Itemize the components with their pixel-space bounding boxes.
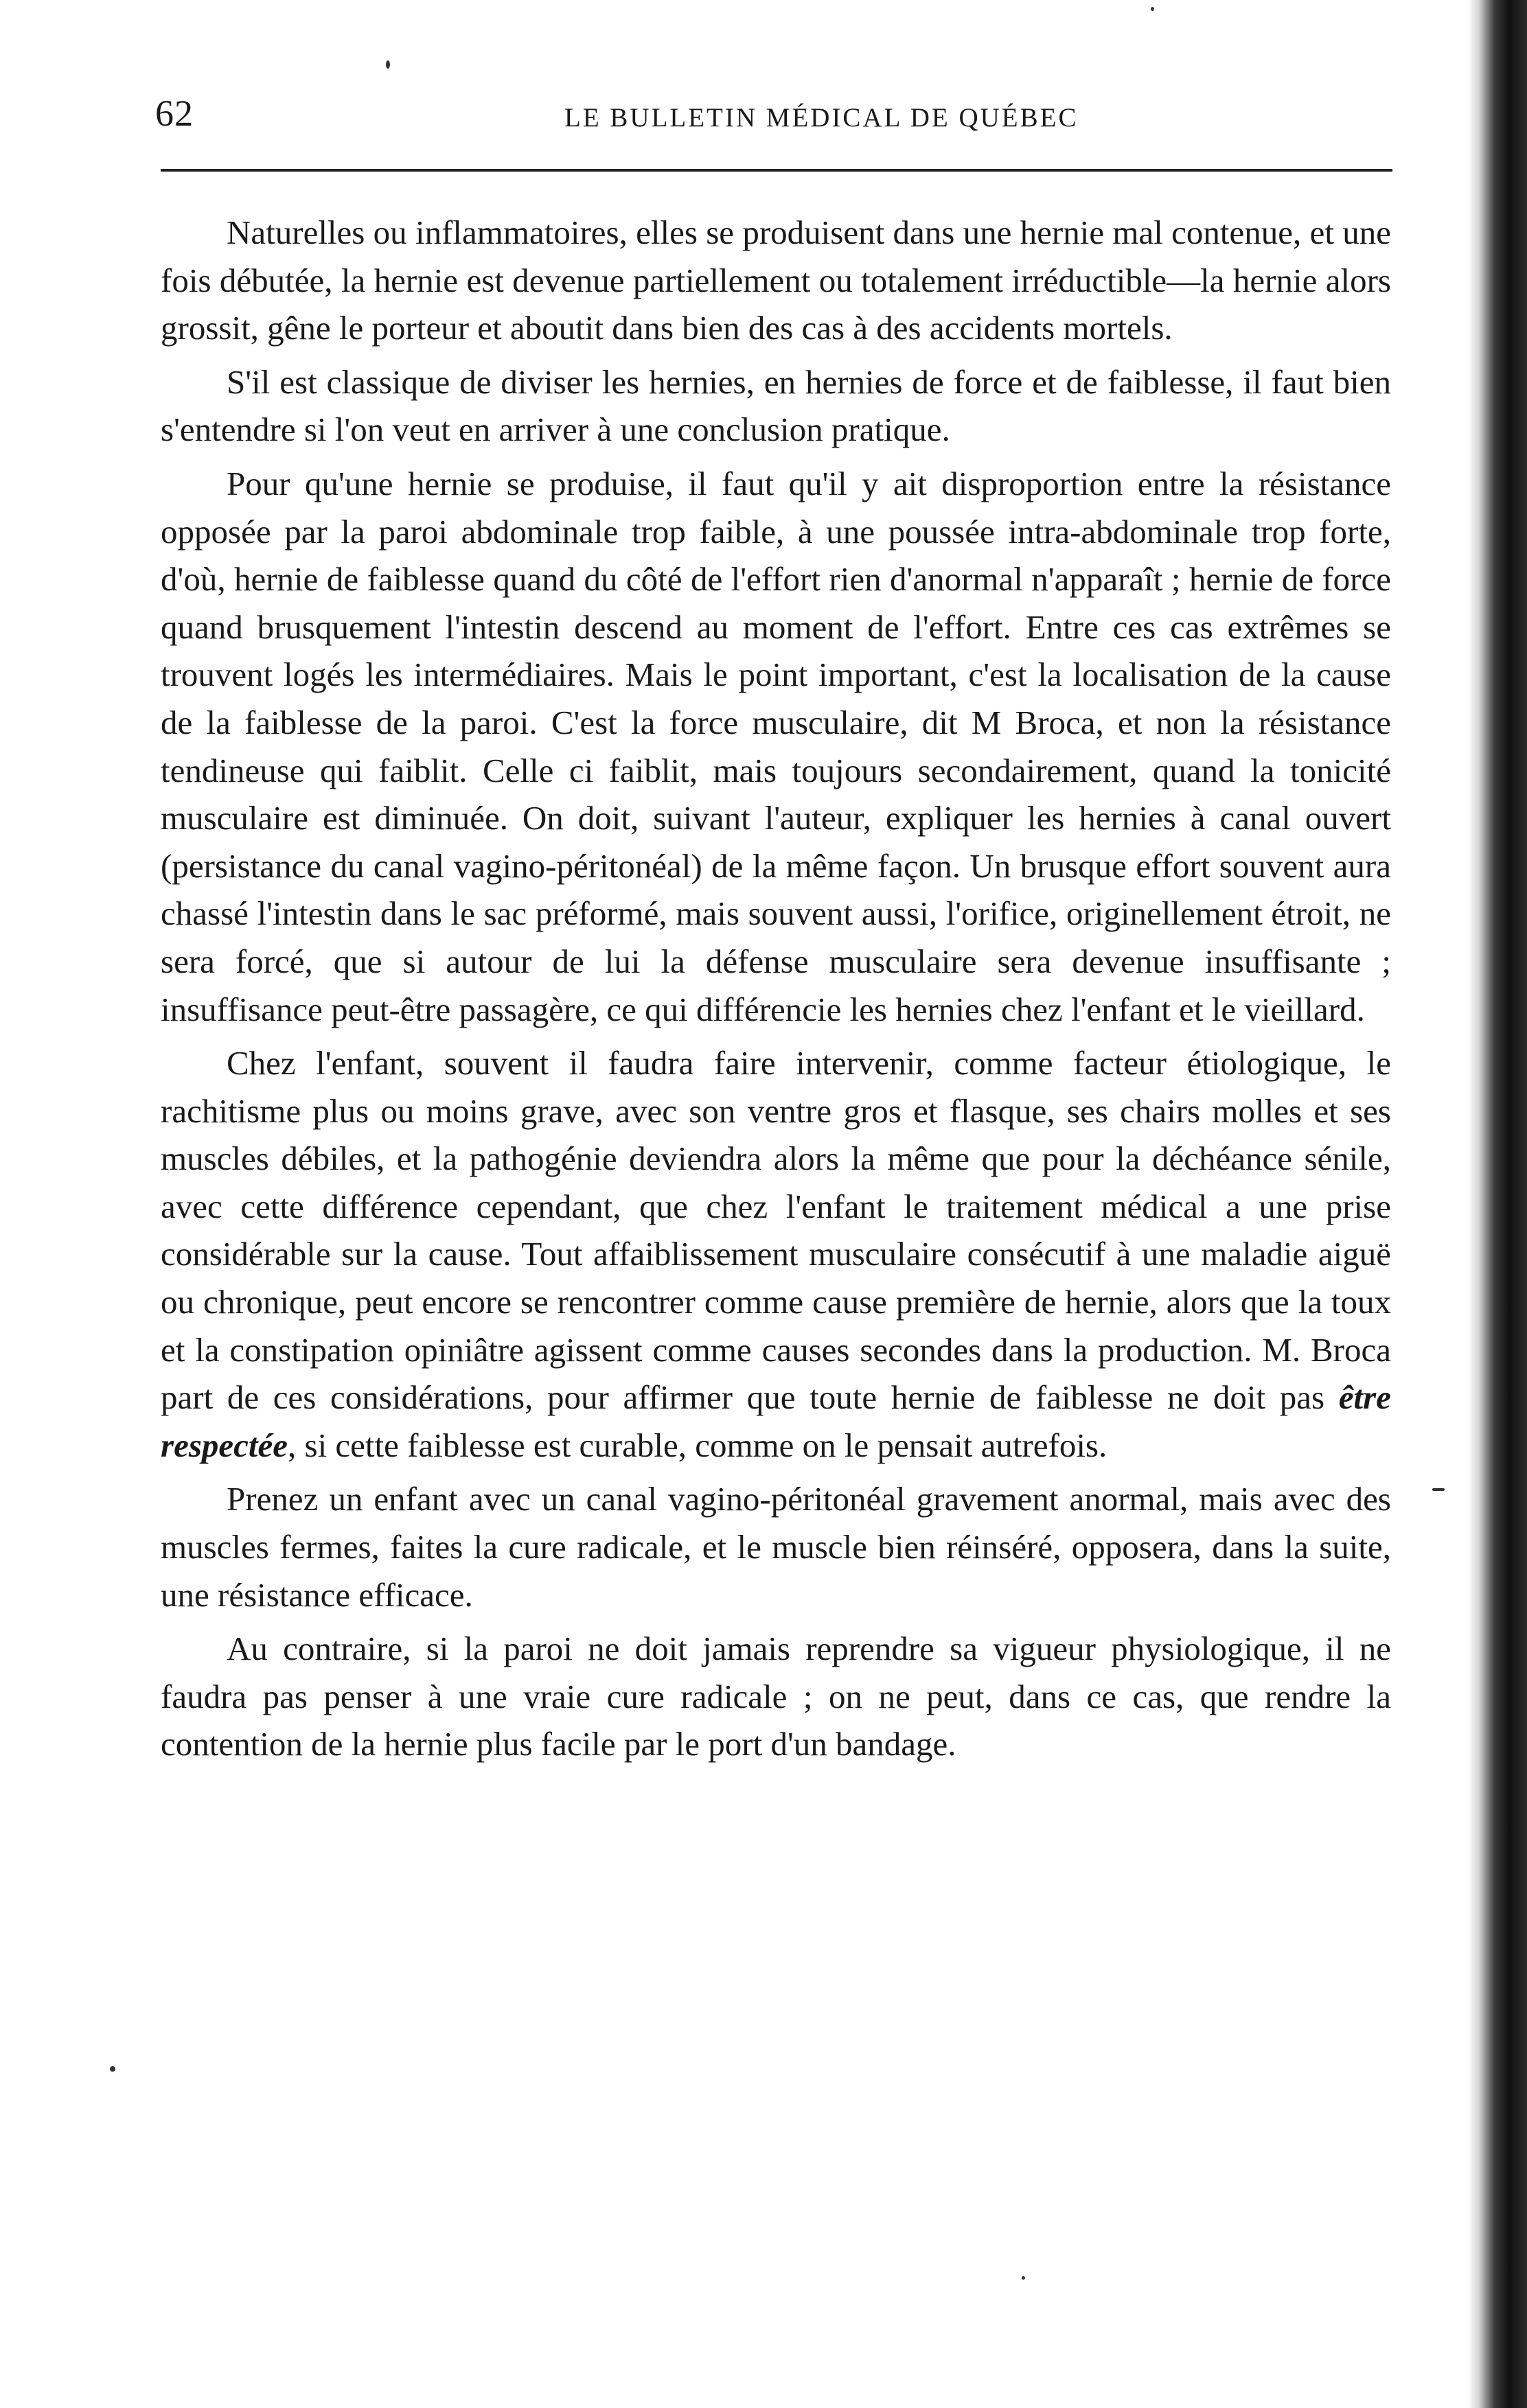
scan-speck xyxy=(1432,1488,1445,1491)
paragraph-5: Prenez un enfant avec un canal vagino-péritonéal gravement anormal, mais avec des muscles fermes, faites la cure radicale, et le muscle bien réinséré, opposera, dans la suite, une résistance efficace. xyxy=(161,1480,1391,1614)
scan-binding-edge xyxy=(1468,0,1527,2408)
page-number: 62 xyxy=(155,93,194,134)
emphasis-text: être respectée xyxy=(161,1378,1391,1464)
paragraph-1: Naturelles ou inflammatoires, elles se produisent dans une hernie mal contenue, et une fois débutée, la hernie est devenue partiellement ou totalement irréductible—la hernie alors grossit, gêne le porteur et aboutit dans bien des cas à des accidents mortels. xyxy=(161,213,1391,347)
paragraph-4-tail: , si cette faiblesse est curable, comme on le pensait autrefois. xyxy=(288,1426,1107,1464)
running-title: LE BULLETIN MÉDICAL DE QUÉBEC xyxy=(564,103,1079,132)
paragraph-3: Pour qu'une hernie se produise, il faut qu'il y ait disproportion entre la résistance opposée par la paroi abdominale trop faible, à une poussée intra-abdominale trop forte, d'où, hernie de faiblesse quand du côté de l'effort rien d'anormal n'apparaît ; hernie de force quand brusquement l'intestin descend au moment de l'effort. Entre ces cas extrêmes se trouvent logés les intermédiaires. Mais le point important, c'est la localisation de la cause de la faiblesse de la paroi. C'est la force musculaire, dit M Broca, et non la résistance tendineuse qui faiblit. Celle ci faiblit, mais toujours secondairement, quand la tonicité musculaire est diminuée. On doit, suivant l'auteur, expliquer les hernies à canal ouvert (persistance du canal vagino-péritonéal) de la même façon. Un brusque effort souvent aura chassé l'intestin dans le sac préformé, mais souvent aussi, l'orifice, originellement étroit, ne sera forcé, que si autour de lui la défense musculaire sera devenue insuffisante ; insuffisance peut-être passagère, ce qui différencie les hernies chez l'enfant et le vieillard. xyxy=(161,464,1391,1028)
article-body xyxy=(161,209,1391,1774)
page-header xyxy=(155,81,1391,150)
scan-speck xyxy=(1151,7,1154,11)
scan-speck xyxy=(1022,2276,1025,2280)
paragraph-4 xyxy=(161,1039,1391,1469)
header-divider xyxy=(161,169,1392,172)
paragraph-4-text: Chez l'enfant, souvent il faudra faire intervenir, comme facteur étiologique, le rachitisme plus ou moins grave, avec son ventre gros et flasque, ses chairs molles et ses muscles débiles, et la pathogénie deviendra alors la même que pour la déchéance sénile, avec cette différence cependant, que chez l'enfant le traitement médical a une prise considérable sur la cause. Tout affaiblissement musculaire consécutif à une maladie aiguë ou chronique, peut encore se rencontrer comme cause première de hernie, alors que la toux et la constipation opiniâtre agissent comme causes secondes dans la production. M. Broca part de ces considérations, pour affirmer que toute hernie de faiblesse ne doit pas xyxy=(161,1044,1391,1417)
scan-speck xyxy=(386,60,390,69)
scan-speck xyxy=(110,2066,115,2072)
paragraph-2: S'il est classique de diviser les hernies, en hernies de force et de faiblesse, il faut bien s'entendre si l'on veut en arriver à une conclusion pratique. xyxy=(161,362,1391,449)
paragraph-6: Au contraire, si la paroi ne doit jamais reprendre sa vigueur physiologique, il ne faudra pas penser à une vraie cure radicale ; on ne peut, dans ce cas, que rendre la contention de la hernie plus facile par le port d'un bandage. xyxy=(161,1630,1391,1763)
